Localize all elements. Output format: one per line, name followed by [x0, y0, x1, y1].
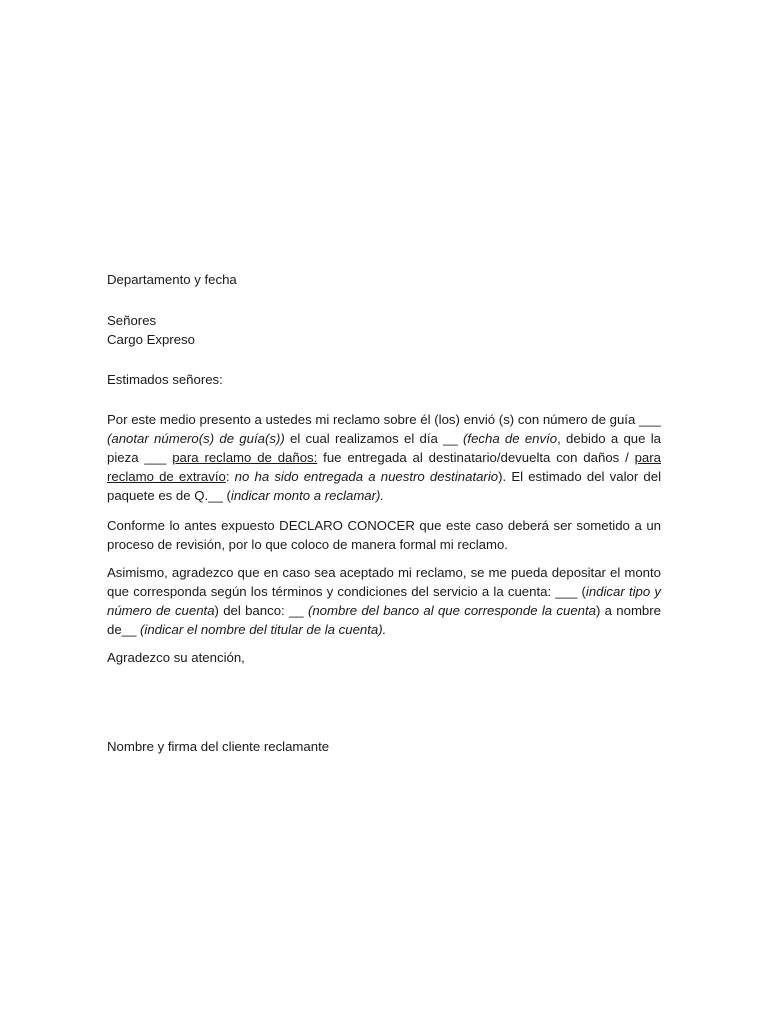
- p3-text: ) a nombre de__: [107, 603, 661, 637]
- p1-guide-hint: (anotar número(s) de guía(s)): [107, 431, 285, 446]
- p1-text: el cual realizamos el día __: [284, 431, 464, 446]
- recipient-company: Cargo Expreso: [107, 332, 195, 347]
- p1-date-hint: (fecha de envío: [463, 431, 558, 446]
- p1-loss-option: para reclamo de extravío: [107, 450, 661, 484]
- p1-text: , debido a que la pieza ___: [107, 431, 661, 465]
- p1-text: ). El estimado del valor del paquete es de Q.__ (: [107, 469, 661, 503]
- claim-paragraph: [107, 410, 661, 505]
- p3-bank-hint: (nombre del banco al que corresponde la cuenta: [307, 603, 596, 618]
- p3-text: Asimismo, agradezco que en caso sea aceptado mi reclamo, se me pueda depositar el monto que corresponda según los términos y condiciones del servicio a la cuenta: ___ (: [107, 565, 661, 599]
- p3-account-hint: indicar tipo y número de cuenta: [107, 584, 661, 618]
- payment-paragraph: [107, 563, 661, 639]
- greeting: Estimados señores:: [107, 372, 223, 387]
- place-date: Departamento y fecha: [107, 272, 237, 287]
- p1-damage-option: para reclamo de daños:: [172, 450, 318, 465]
- closing: Agradezco su atención,: [107, 650, 245, 665]
- p1-amount-hint: indicar monto a reclamar).: [230, 488, 385, 503]
- p3-text: ) del banco: __: [214, 603, 308, 618]
- recipient-salutation: Señores: [107, 313, 157, 328]
- p1-text: fue entregada al destinatario/devuelta con daños /: [317, 450, 635, 465]
- p1-text: Por este medio presento a ustedes mi reclamo sobre él (los) envió (s) con número de guía ___: [107, 412, 661, 427]
- p1-text: :: [225, 469, 235, 484]
- p1-loss-hint: no ha sido entregada a nuestro destinatario: [234, 469, 499, 484]
- p3-holder-hint: (indicar el nombre del titular de la cuenta).: [140, 622, 387, 637]
- declaration-paragraph: Conforme lo antes expuesto DECLARO CONOCER que este caso deberá ser sometido a un proceso de revisión, por lo que coloco de manera formal mi reclamo.: [107, 518, 661, 552]
- signature-line: Nombre y firma del cliente reclamante: [107, 739, 330, 754]
